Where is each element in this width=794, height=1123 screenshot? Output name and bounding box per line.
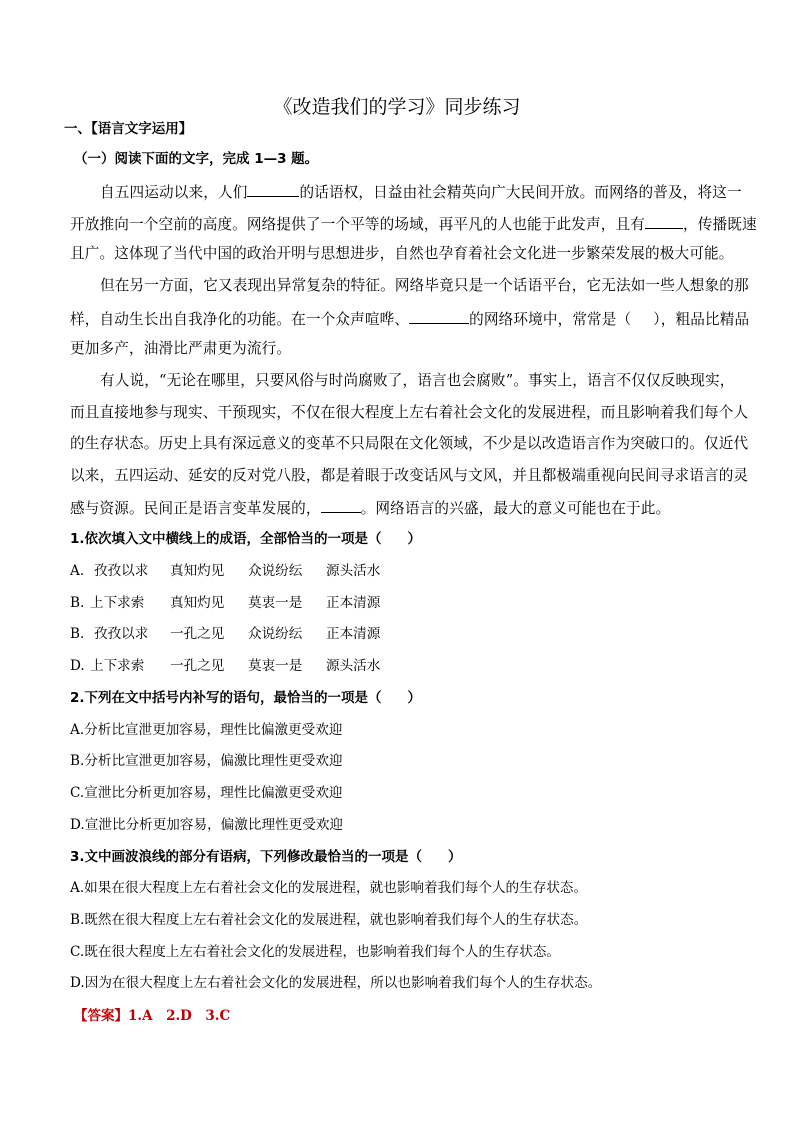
question-2-option: C.宣泄比分析更加容易，理性比偏激更受欢迎 (70, 785, 343, 801)
question-3-option: B.既然在很大程度上左右着社会文化的发展进程，就也影响着我们每个人的生存状态。 (70, 912, 588, 928)
question-1-option (70, 656, 380, 676)
paragraph-3-line-5 (70, 497, 670, 519)
option-item: 孜孜以求 (94, 563, 149, 579)
option-item: 源头活水 (326, 658, 381, 674)
part-heading: （一）阅读下面的文字，完成 1—3 题。 (74, 151, 319, 167)
question-text: 3.文中画波浪线的部分有语病，下列修改最恰当的一项是（ (70, 849, 423, 865)
option-item: 一孔之见 (170, 658, 225, 674)
option-label: D. (70, 658, 85, 674)
question-1-option (70, 624, 380, 644)
paragraph-3-line-4: 以来，五四运动、延安的反对党八股，都是着眼于改变话风与文风，并且都极端重视向民间寻求语言的灵 (70, 467, 749, 484)
question-1-stem (70, 529, 421, 549)
option-label: A. (70, 563, 85, 579)
paragraph-1-line-2 (70, 213, 757, 235)
text-segment: 自五四运动以来，人们 (100, 184, 248, 201)
question-2-option: D.宣泄比分析更加容易，偏激比理性更受欢迎 (70, 817, 344, 833)
option-item: 莫衷一是 (248, 595, 303, 611)
paragraph-2-line-3: 更加多产，油滑比严肃更为流行。 (70, 340, 292, 357)
option-label: B. (70, 595, 85, 611)
question-3-option: C.既在很大程度上左右着社会文化的发展进程，也影响着我们每个人的生存状态。 (70, 944, 561, 960)
fill-blank (645, 213, 683, 229)
question-text: 2.下列在文中括号内补写的语句，最恰当的一项是（ (70, 690, 382, 706)
paragraph-3-line-2: 而且直接地参与现实、干预现实，不仅在很大程度上左右着社会文化的发展进程，而且影响着我们每个人 (70, 404, 749, 421)
question-1-option (70, 561, 380, 581)
paragraph-3-line-3: 的生存状态。历史上具有深远意义的变革不只局限在文化领域，不少是以改造语言作为突破口的。仅近代 (70, 435, 749, 452)
text-segment: 感与资源。民间正是语言变革发展的， (70, 500, 321, 517)
option-item: 一孔之见 (170, 626, 225, 642)
section-heading: 一、【语言文字运用】 (64, 121, 193, 137)
option-item: 众说纷纭 (248, 626, 303, 642)
question-1-option (70, 593, 380, 613)
question-3-option: D.因为在很大程度上左右着社会文化的发展进程，所以也影响着我们每个人的生存状态。 (70, 975, 602, 991)
option-item: 正本清源 (326, 595, 381, 611)
option-item: 正本清源 (326, 626, 381, 642)
answer-label: 【答案】 (74, 1008, 128, 1024)
paragraph-2-line-2 (70, 308, 749, 330)
question-text: 1.依次填入文中横线上的成语，全部恰当的一项是（ (70, 531, 382, 547)
option-item: 上下求索 (90, 658, 145, 674)
question-close: ） (407, 531, 422, 547)
text-segment: ），粗品比精品 (653, 311, 750, 328)
fill-blank (247, 181, 299, 197)
fill-blank (409, 308, 469, 324)
question-close: ） (407, 690, 422, 706)
question-close: ） (448, 849, 462, 865)
option-item: 上下求索 (90, 595, 145, 611)
text-segment: 的网络环境中，常常是（ (469, 311, 632, 328)
paragraph-1-line-3: 且广。这体现了当代中国的政治开明与思想进步，自然也孕育着社会文化进一步繁荣发展的极大可能。 (70, 245, 734, 262)
paragraph-2-line-1: 但在另一方面，它又表现出异常复杂的特征。网络毕竟只是一个话语平台，它无法如一些人想象的那 (100, 277, 749, 294)
text-segment: 的话语权，日益由社会精英向广大民间开放。而网络的普及，将这一 (299, 184, 742, 201)
question-2-option: B.分析比宣泄更加容易，偏激比理性更受欢迎 (70, 753, 343, 769)
fill-blank (321, 497, 361, 513)
question-2-stem (70, 688, 421, 708)
paragraph-3-line-1: 有人说，“无论在哪里，只要风俗与时尚腐败了，语言也会腐败”。事实上，语言不仅仅反映现实， (100, 372, 735, 389)
option-label: B. (70, 626, 85, 642)
option-item: 真知灼见 (170, 595, 225, 611)
question-3-stem (70, 847, 462, 867)
question-2-option: A.分析比宣泄更加容易，理性比偏激更受欢迎 (70, 722, 343, 738)
option-item: 真知灼见 (170, 563, 225, 579)
text-segment: ，传播既速 (683, 216, 757, 233)
paragraph-1-line-1 (100, 181, 742, 203)
text-segment: 开放推向一个空前的高度。网络提供了一个平等的场域，再平凡的人也能于此发声，且有 (70, 216, 646, 233)
answer-text: 1.A 2.D 3.C (128, 1008, 231, 1024)
text-segment: 样，自动生长出自我净化的功能。在一个众声喧哗、 (70, 311, 410, 328)
question-3-option: A.如果在很大程度上左右着社会文化的发展进程，就也影响着我们每个人的生存状态。 (70, 880, 588, 896)
option-item: 众说纷纭 (248, 563, 303, 579)
answer-line (74, 1006, 230, 1026)
option-item: 源头活水 (326, 563, 381, 579)
page-title: 《改造我们的学习》同步练习 (273, 96, 521, 118)
option-item: 孜孜以求 (94, 626, 149, 642)
text-segment: 。网络语言的兴盛，最大的意义可能也在于此。 (360, 500, 671, 517)
option-item: 莫衷一是 (248, 658, 303, 674)
